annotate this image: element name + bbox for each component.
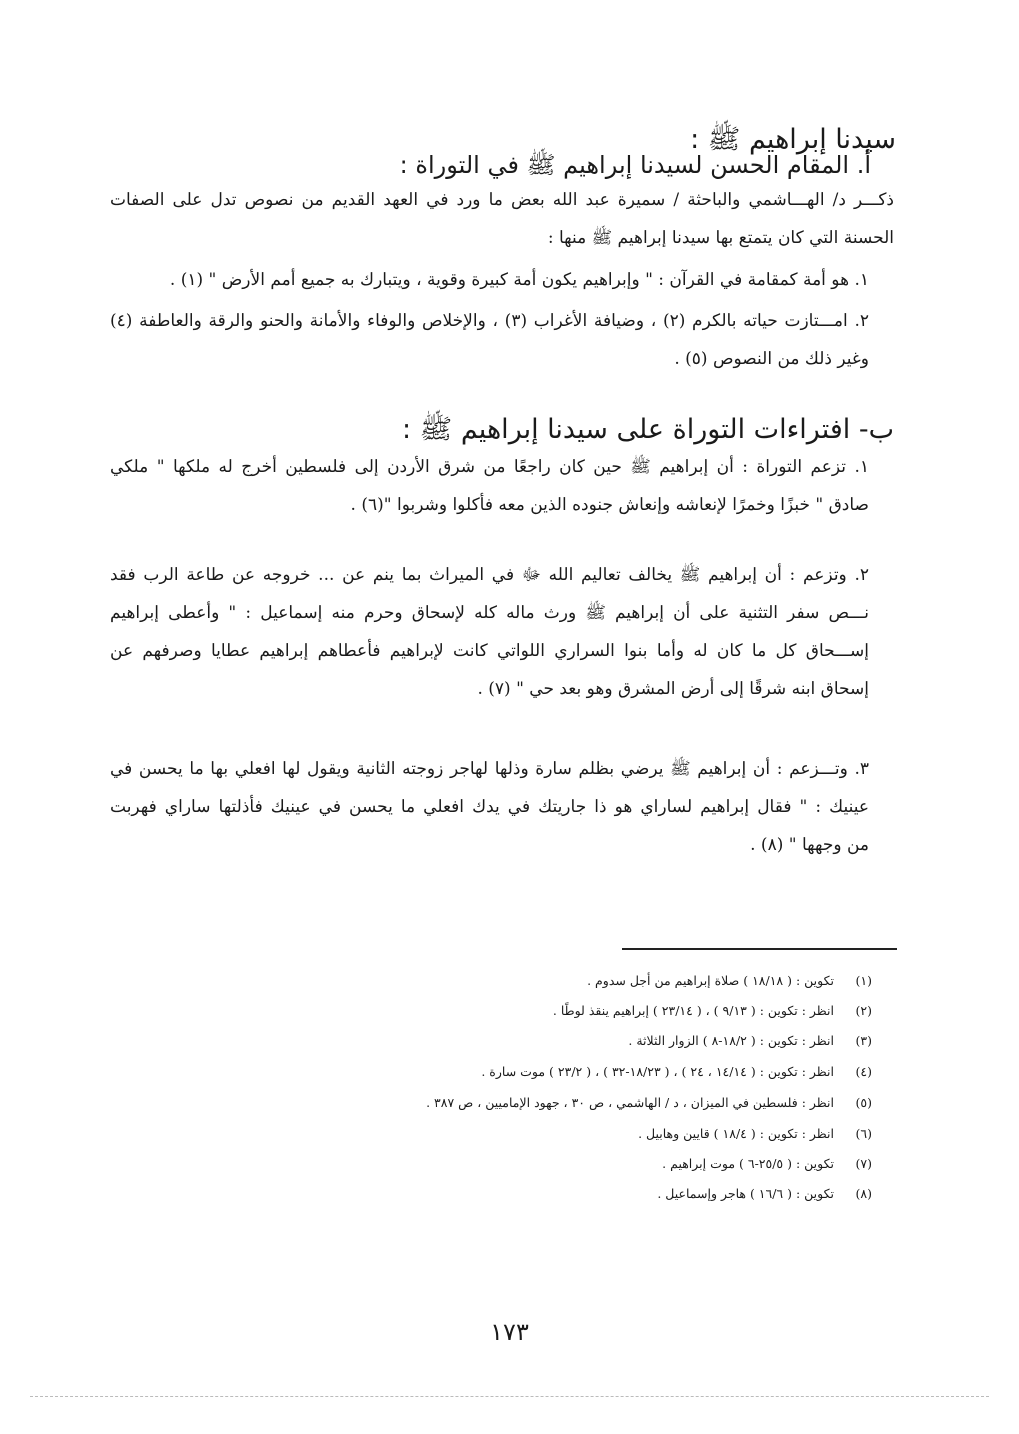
section-a-list: [110, 261, 869, 299]
footnote-number: (٧): [855, 1156, 872, 1171]
list-item: ١. هو أمة كمقامة في القرآن : " وإبراهيم يكون أمة كبيرة وقوية ، ويتبارك به جميع أمم الأرض " (١) .: [169, 270, 869, 290]
footnote-number: (٥): [855, 1095, 872, 1110]
intro-paragraph: [110, 181, 894, 257]
footnote-text: انظر : تكوين : ( ١٨/٢-٨ ) الزوار الثلاثة .: [628, 1033, 834, 1048]
list-item-continuation: عينيك : " فقال إبراهيم لساراي هو ذا جاريتك في يدك افعلي ما يحسن في عينيك فأذلتها ساراي فهربت: [110, 797, 869, 817]
footnote-text: انظر : تكوين : ( ١٤/١٤ ، ٢٤ ) ، ( ١٨/٢٣-٣٢ ) ، ( ٢٣/٢ ) موت سارة .: [481, 1064, 834, 1079]
list-item-continuation: نـــص سفر التثنية على أن إبراهيم ﷺ ورث ماله كله لإسحاق وحرم منه إسماعيل : " وأعطى إبراهيم: [110, 603, 869, 623]
list-item-continuation: وغير ذلك من النصوص (٥) .: [674, 349, 869, 369]
footnote: [587, 966, 872, 996]
footnote-number: (١): [855, 973, 872, 988]
footnote: [662, 1149, 872, 1179]
list-item: ٢. وتزعم : أن إبراهيم ﷺ يخالف تعاليم الله ﷻ في الميراث بما ينم عن ... خروجه عن طاعة الرب فقد: [110, 565, 869, 585]
footnote-number: (٨): [855, 1186, 872, 1201]
page-title: سيدنا إبراهيم ﷺ :: [690, 124, 896, 155]
footnote: [657, 1179, 872, 1209]
list-item-continuation: إسحاق ابنه شرقًا إلى أرض المشرق وهو بعد حي " (٧) .: [477, 679, 869, 699]
footnote-number: (٣): [855, 1033, 872, 1048]
footnote-text: انظر : تكوين : ( ٩/١٣ ) ، ( ٢٣/١٤ ) إبراهيم ينقذ لوطًا .: [552, 1003, 834, 1018]
list-item: ٣. وتـــزعم : أن إبراهيم ﷺ يرضي بظلم سارة وذلها لهاجر زوجته الثانية ويقول لها افعلي بها ما يحسن في: [110, 759, 869, 779]
footnote-text: تكوين : ( ١٦/٦ ) هاجر وإسماعيل .: [657, 1186, 834, 1201]
footnote: [481, 1057, 872, 1087]
footnote-text: تكوين : ( ١٨/١٨ ) صلاة إبراهيم من أجل سدوم .: [587, 973, 834, 988]
footnote-number: (٢): [855, 1003, 872, 1018]
footnote: [426, 1088, 872, 1118]
list-item: ٢. امـــتازت حياته بالكرم (٢) ، وضيافة الأغراب (٣) ، والإخلاص والوفاء والأمانة والحنو والرقة والعاطفة (٤): [110, 311, 869, 331]
section-a-heading: أ. المقام الحسن لسيدنا إبراهيم ﷺ في التوراة :: [399, 151, 871, 179]
scan-edge-divider: [30, 1396, 989, 1398]
footnote-text: انظر : تكوين : ( ١٨/٤ ) قايين وهابيل .: [638, 1126, 834, 1141]
intro-line: ذكـــر د/ الهـــاشمي والباحثة / سميرة عبد الله بعض ما ورد في العهد القديم من نصوص تدل على الصفات: [110, 190, 895, 210]
footnote-number: (٦): [855, 1126, 872, 1141]
section-a-list-item-2: [110, 302, 869, 378]
section-b-heading: ب- افتراءات التوراة على سيدنا إبراهيم ﷺ :: [401, 414, 894, 445]
footnote: [628, 1026, 872, 1056]
footnote-number: (٤): [855, 1064, 872, 1079]
footnote: [638, 1119, 872, 1149]
footnote-text: تكوين : ( ٢٥/٥-٦ ) موت إبراهيم .: [662, 1156, 834, 1171]
section-b-item-2: [110, 556, 869, 708]
footnote: [553, 996, 872, 1026]
footnote-divider: [622, 948, 897, 950]
intro-line: الحسنة التي كان يتمتع بها سيدنا إبراهيم ﷺ منها :: [547, 228, 894, 248]
list-item: ١. تزعم التوراة : أن إبراهيم ﷺ حين كان راجعًا من شرق الأردن إلى فلسطين أخرج له ملكها " ملكي: [110, 457, 869, 477]
section-b-item-3: [110, 750, 869, 864]
list-item-continuation: إســـحاق كل ما كان له وأما بنوا السراري اللواتي كانت لإبراهيم فأعطاهم إبراهيم عطايا وصرفهم عن: [110, 641, 869, 661]
page-number: ١٧٣: [490, 1318, 529, 1346]
section-b-item-1: [110, 448, 869, 524]
footnote-text: انظر : فلسطين في الميزان ، د / الهاشمي ، ص ٣٠ ، جهود الإماميين ، ص ٣٨٧ .: [426, 1095, 834, 1110]
list-item-continuation: من وجهها " (٨) .: [750, 835, 869, 855]
list-item-continuation: صادق " خبزًا وخمرًا لإنعاشه وإنعاش جنوده الذين معه فأكلوا وشربوا "(٦) .: [350, 495, 869, 515]
